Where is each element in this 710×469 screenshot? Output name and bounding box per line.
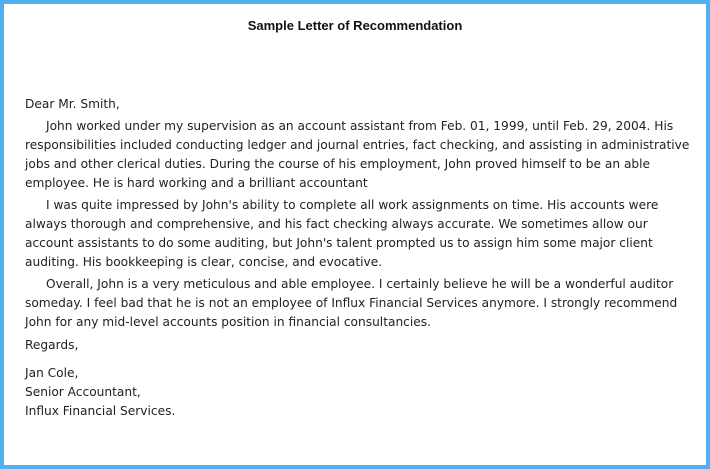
closing: Regards, xyxy=(25,338,79,352)
letter-body xyxy=(25,95,697,421)
paragraph-1: John worked under my supervision as an account assistant from Feb. 01, 1999, until Feb. 29, 2004. His responsibilities included conducting ledger and journal entries, fact checking, and assisting in administrative jobs and other clerical duties. During the course of his employment, John proved himself to be an able employee. He is hard working and a brilliant accountant xyxy=(25,119,690,190)
signature-block xyxy=(25,364,697,421)
signature-company: Influx Financial Services. xyxy=(25,404,176,418)
paragraph-2: I was quite impressed by John's ability to complete all work assignments on time. His accounts were always thorough and comprehensive, and his fact checking always accurate. We sometimes allow our account assistants to do some auditing, but John's talent prompted us to assign him some major client auditing. His bookkeeping is clear, concise, and evocative. xyxy=(25,198,659,269)
signature-position: Senior Accountant, xyxy=(25,385,141,399)
signature-name: Jan Cole, xyxy=(25,366,79,380)
salutation: Dear Mr. Smith, xyxy=(25,97,120,111)
letter-title: Sample Letter of Recommendation xyxy=(247,18,463,33)
paragraph-3: Overall, John is a very meticulous and able employee. I certainly believe he will be a wonderful auditor someday. I feel bad that he is not an employee of Influx Financial Services anymore. I strongly recommend John for any mid-level accounts position in financial consultancies. xyxy=(25,277,678,329)
